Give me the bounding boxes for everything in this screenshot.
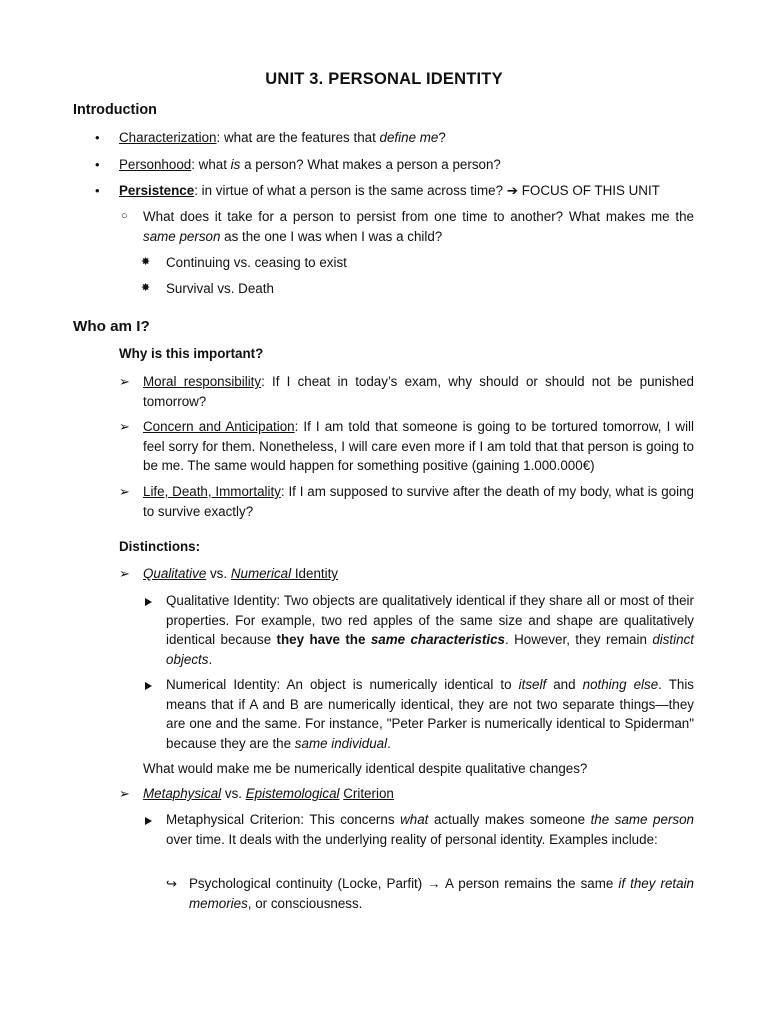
intro-item-persistence [119,181,719,201]
heading-introduction: Introduction [73,102,157,118]
qualitative-identity-paragraph [166,591,694,669]
m1-italic-what: what [400,812,429,827]
q2-end: . [387,735,391,751]
intro-item3-text: : in virtue of what a person is the same across time? [194,183,507,198]
intro-star-item-2: Survival vs. Death [166,281,274,296]
q2-italic-nothing-else: nothing else [582,677,659,692]
star-bullet-icon: ✸ [141,256,151,268]
right-arrow-icon: ➔ [506,183,519,198]
q1-bold-italic: same characteristics [370,632,505,647]
triangle-bullet-icon [145,810,152,830]
bullet-icon: • [95,130,100,145]
why-item3-text: : If I am supposed to survive after the death of my body, what is going to survive exactly? [143,484,694,519]
numerical-question: What would make me be numerically identical despite qualitative changes? [143,761,588,776]
bullet-icon: • [95,183,100,198]
why-item2-text: : If I am told that someone is going to be tortured tomorrow, I will feel sorry for them. Nonetheless, I will care even more if I am told that that person is going to be me. The same would happen for something positive (gaining 1.000.000€) [143,419,694,473]
intro-item1-text: : what are the features that [216,130,380,145]
term-characterization: Characterization [119,130,217,145]
vs-text: vs. [221,786,246,801]
metaphysical-criterion-paragraph [166,810,694,849]
term-identity: Identity [291,566,339,581]
term-criterion: Criterion [343,786,394,801]
m1-text: Metaphysical Criterion: This concerns [166,812,401,827]
term-metaphysical: Metaphysical [143,786,222,801]
term-life-death-immortality: Life, Death, Immortality [143,484,281,499]
hook-arrow-icon: ↪ [166,876,177,891]
intro-item2-end: a person? What makes a person a person? [240,157,501,172]
term-persistence: Persistence [119,183,195,198]
why-item1-text: : If I cheat in today’s exam, why should or should not be punished tomorrow? [143,374,694,409]
q1-text: Qualitative Identity: Two objects are qualitatively identical if they share all or most of their properties. For example, two red apples of the same size and shape are qualitatively identical because [166,593,694,647]
arrow-bullet-icon: ➢ [119,374,130,389]
q2-text-2: . This means that if A and B are numerically identical, they are not two separate things—they are one and the same. For instance, "Peter Parker is numerically identical to Spiderman" because they are the [166,677,694,751]
term-concern-anticipation: Concern and Anticipation [143,419,295,434]
m1-end: over time. It deals with the underlying reality of personal identity. Examples include: [166,831,658,847]
distinction-metaphysical-epistemological [143,784,394,804]
page-title: UNIT 3. PERSONAL IDENTITY [265,70,503,88]
intro-star-item-1: Continuing vs. ceasing to exist [166,255,347,270]
why-item-moral-responsibility [143,372,694,411]
right-arrow-icon: → [427,876,441,891]
psychological-continuity-item [189,874,694,913]
q1-text-2: . However, they remain [505,632,653,647]
m1-text-2: actually makes someone [428,812,591,827]
arrow-bullet-icon: ➢ [119,484,130,499]
subheading-distinctions: Distinctions: [119,539,201,554]
heading-who-am-i: Who am I? [73,318,150,335]
intro-item-characterization [119,128,699,148]
why-item-concern-anticipation [143,417,694,476]
intro-subquestion [143,207,694,246]
intro-item-personhood [119,155,699,175]
intro-item2-emph: is [230,157,241,172]
vs-text: vs. [206,566,231,581]
arrow-bullet-icon: ➢ [119,419,130,434]
circle-bullet-icon: ○ [121,210,128,222]
q2-text: Numerical Identity: An object is numerically identical to [166,677,519,692]
why-item-life-death [143,482,694,521]
m1a-text-2: A person remains the same [440,876,619,891]
q2-and: and [546,677,583,692]
m1a-italic: if they retain memories [189,876,694,911]
intro-item1-emph: define me [379,130,439,145]
q1-bold: they have the [276,632,371,647]
intro-item2-text: : what [191,157,231,172]
triangle-bullet-icon [145,591,152,611]
triangle-bullet-icon [145,675,152,695]
q1-end: . [208,651,213,667]
intro-sub-text: What does it take for a person to persist from one time to another? What makes me the [143,209,694,224]
m1a-end: , or consciousness. [247,895,363,911]
star-bullet-icon: ✸ [141,282,151,294]
bullet-icon: • [95,157,100,172]
term-moral-responsibility: Moral responsibility [143,374,262,389]
m1a-text: Psychological continuity (Locke, Parfit) [189,876,428,891]
intro-item1-end: ? [438,130,446,145]
distinction-qualitative-numerical [143,564,338,584]
term-qualitative: Qualitative [143,566,207,581]
arrow-bullet-icon: ➢ [119,786,130,801]
q1-italic: distinct objects [166,632,694,667]
intro-item3-focus: FOCUS OF THIS UNIT [518,183,660,198]
q2-italic-same-individual: same individual [294,735,388,751]
subheading-why-important: Why is this important? [119,346,264,361]
term-personhood: Personhood [119,157,192,172]
term-epistemological: Epistemological [245,786,340,801]
intro-sub-end: as the one I was when I was a child? [220,228,443,244]
arrow-bullet-icon: ➢ [119,566,130,581]
intro-sub-emph: same person [143,228,221,244]
q2-italic-itself: itself [518,677,547,692]
term-numerical: Numerical [230,566,292,581]
numerical-identity-paragraph [166,675,694,753]
m1-italic-same-person: the same person [590,812,694,827]
